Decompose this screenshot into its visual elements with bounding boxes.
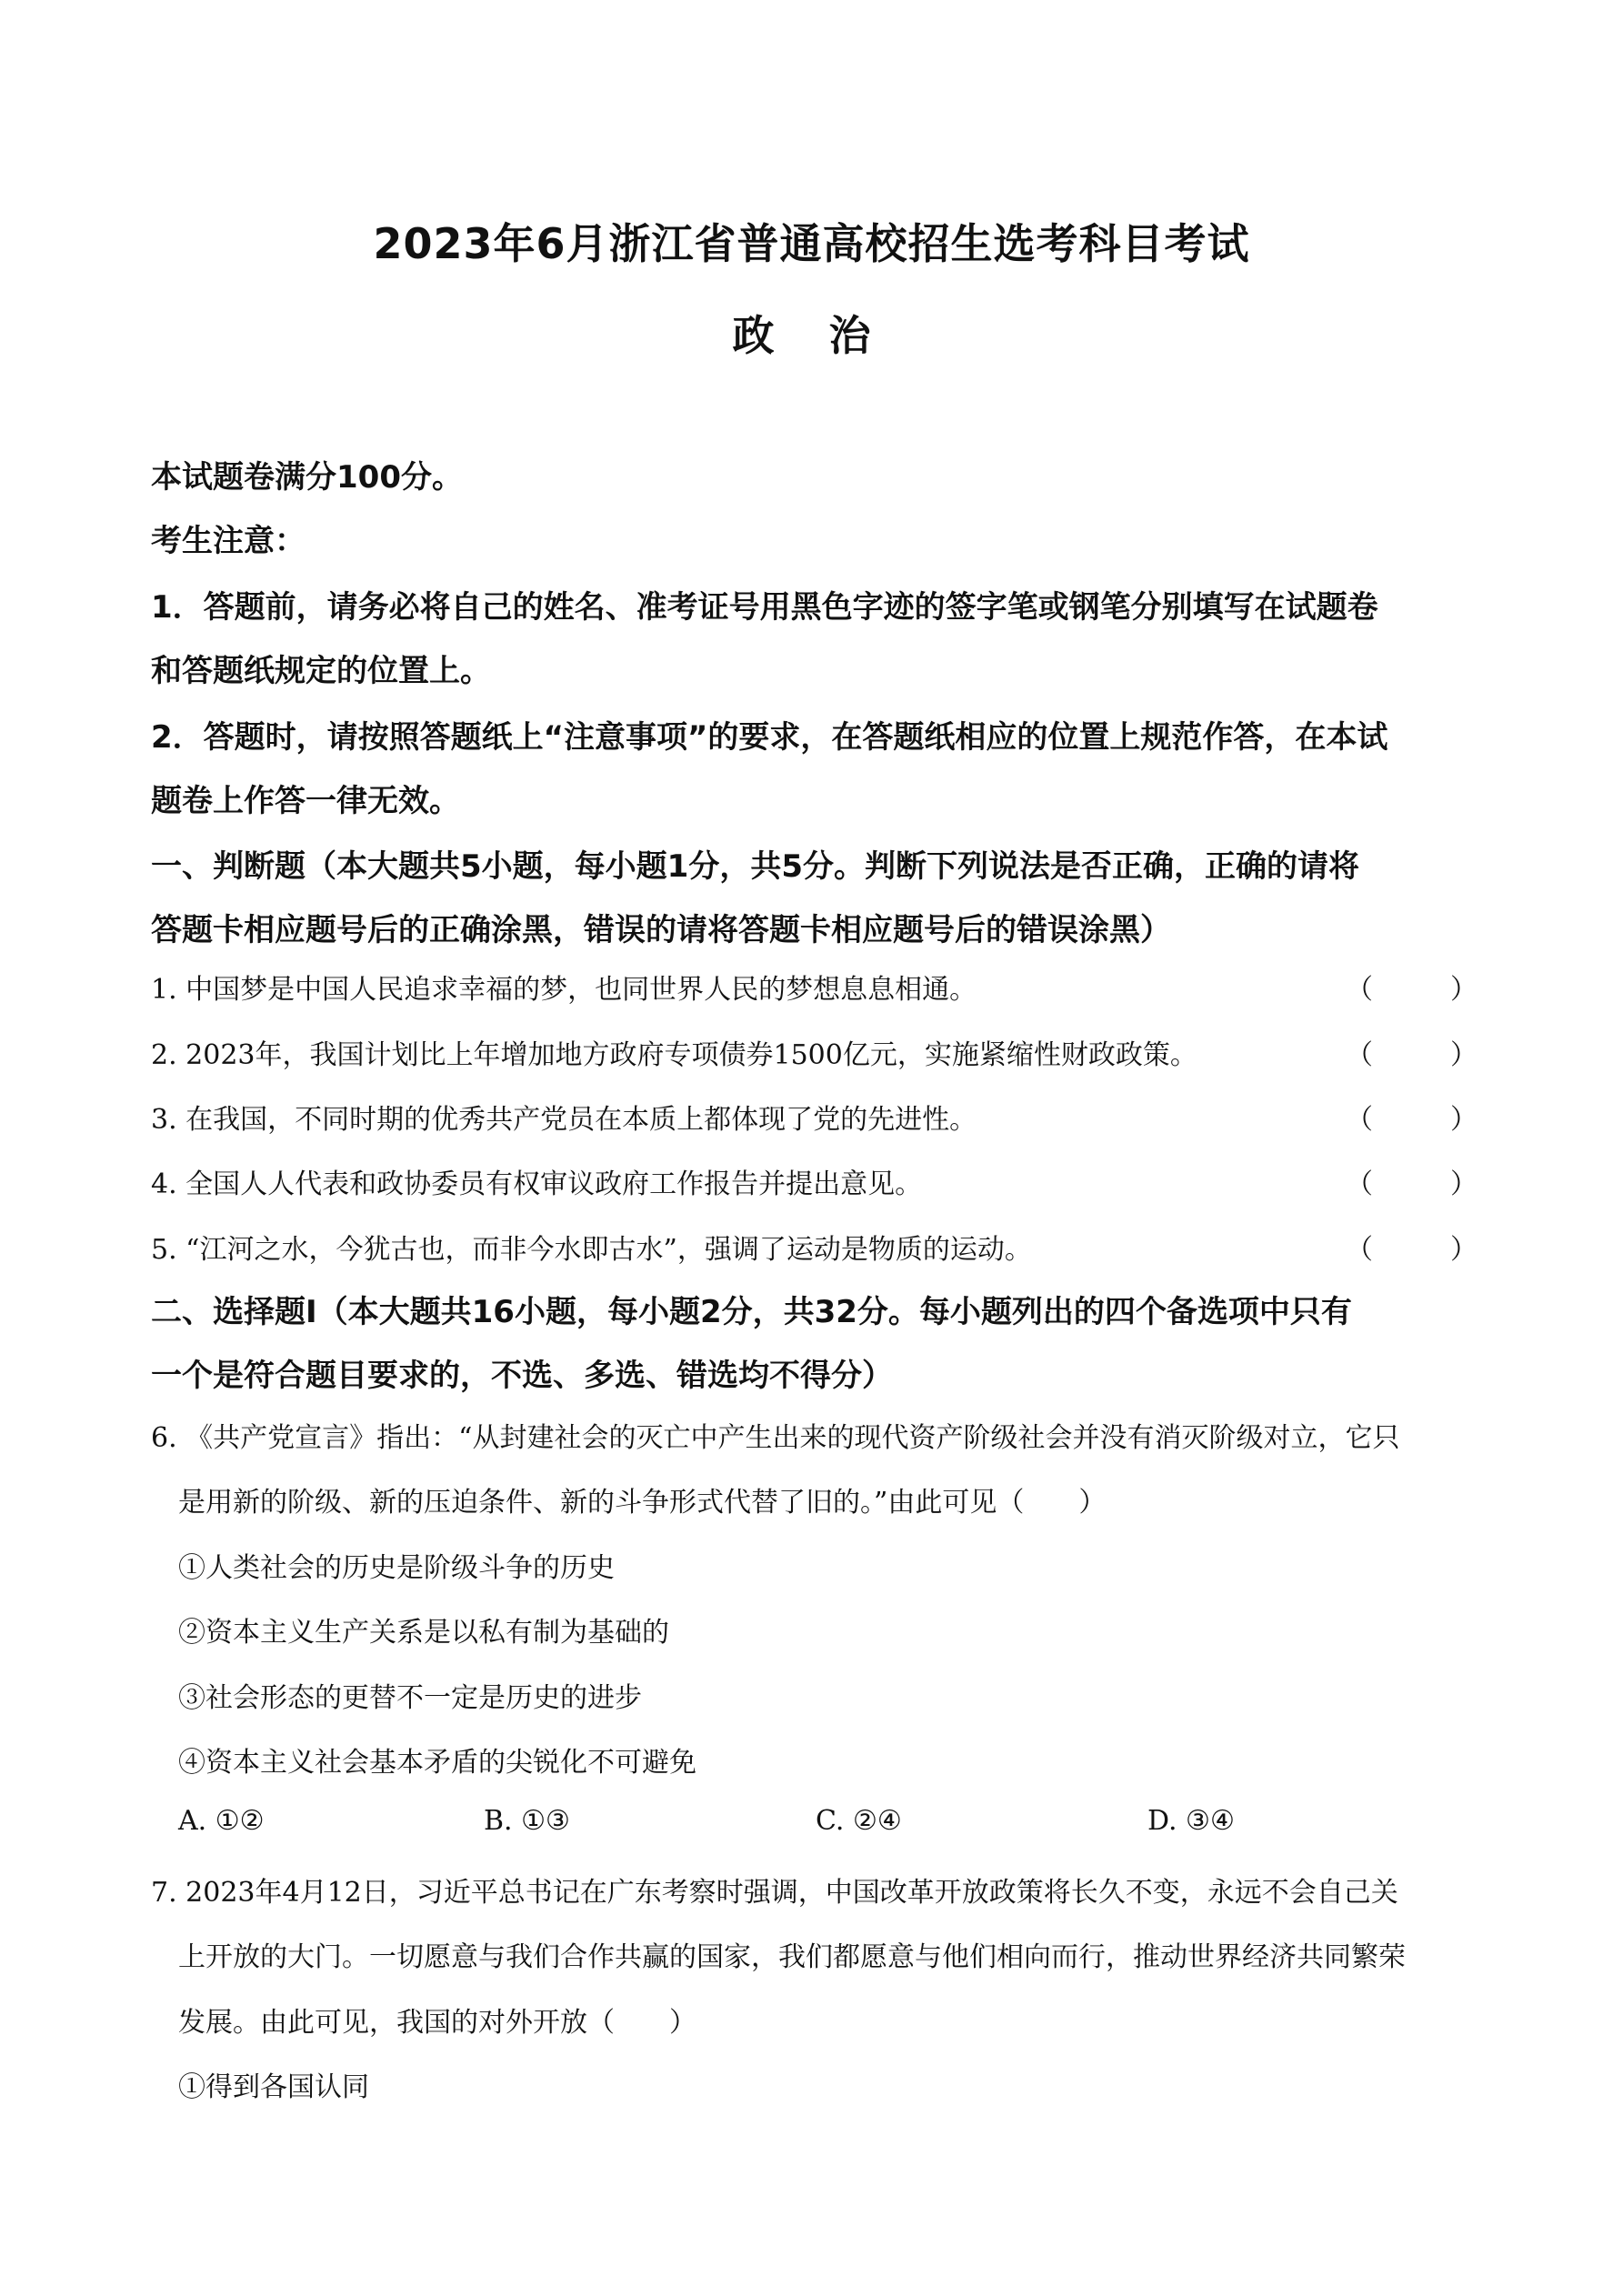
answer-blank-open: （ — [1346, 1039, 1373, 1071]
question-6-item-1: ①人类社会的历史是阶级斗争的历史 — [178, 1552, 615, 1584]
section-1-heading-line-1: 一、判断题（本大题共5小题，每小题1分，共5分。判断下列说法是否正确，正确的请将 — [151, 848, 1359, 885]
notice-1-line-2: 和答题纸规定的位置上。 — [151, 653, 491, 689]
question-6-item-2: ②资本主义生产关系是以私有制为基础的 — [178, 1617, 669, 1649]
answer-blank-open: （ — [1346, 974, 1373, 1006]
exam-subject: 政 治 — [732, 311, 891, 360]
exam-title: 2023年6月浙江省普通高校招生选考科目考试 — [373, 219, 1250, 268]
question-6-item-4: ④资本主义社会基本矛盾的尖锐化不可避免 — [178, 1747, 696, 1779]
section-2-heading-line-1: 二、选择题I（本大题共16小题，每小题2分，共32分。每小题列出的四个备选项中只有 — [151, 1294, 1352, 1330]
score-note: 本试题卷满分100分。 — [151, 459, 463, 496]
answer-blank-close: ） — [1450, 1234, 1478, 1266]
option-d: D. ③④ — [1147, 1805, 1235, 1837]
answer-blank-open: （ — [1346, 1104, 1373, 1136]
question-7-line-3: 发展。由此可见，我国的对外开放（ ） — [178, 2007, 696, 2039]
question-7-line-1: 7. 2023年4月12日，习近平总书记在广东考察时强调，中国改革开放政策将长久不变，永远不会自己关 — [151, 1877, 1398, 1909]
notice-label: 考生注意： — [151, 523, 306, 559]
question-2: 2. 2023年，我国计划比上年增加地方政府专项债券1500亿元，实施紧缩性财政政策。 — [151, 1039, 1197, 1071]
section-2-heading-line-2: 一个是符合题目要求的，不选、多选、错选均不得分） — [151, 1358, 893, 1394]
notice-2-line-2: 题卷上作答一律无效。 — [151, 783, 460, 819]
question-7-line-2: 上开放的大门。一切愿意与我们合作共赢的国家，我们都愿意与他们相向而行，推动世界经济共同繁荣 — [178, 1941, 1406, 1973]
question-5: 5. “江河之水，今犹古也，而非今水即古水”，强调了运动是物质的运动。 — [151, 1234, 1032, 1266]
question-6-item-3: ③社会形态的更替不一定是历史的进步 — [178, 1682, 642, 1714]
answer-blank-close: ） — [1450, 974, 1478, 1006]
option-b: B. ①③ — [484, 1805, 570, 1837]
question-6-line-2: 是用新的阶级、新的压迫条件、新的斗争形式代替了旧的。”由此可见（ ） — [178, 1487, 1107, 1519]
notice-2-line-1: 2．答题时，请按照答题纸上“注意事项”的要求，在答题纸相应的位置上规范作答，在本试 — [151, 719, 1388, 756]
answer-blank-open: （ — [1346, 1168, 1373, 1200]
question-6-line-1: 6. 《共产党宣言》指出：“从封建社会的灭亡中产生出来的现代资产阶级社会并没有消灭阶级对立，它只 — [151, 1422, 1400, 1454]
answer-blank-close: ） — [1450, 1104, 1478, 1136]
answer-blank-close: ） — [1450, 1168, 1478, 1200]
option-a: A. ①② — [178, 1805, 265, 1837]
option-c: C. ②④ — [816, 1805, 902, 1837]
question-7-item-1: ①得到各国认同 — [178, 2071, 369, 2103]
question-1: 1. 中国梦是中国人民追求幸福的梦，也同世界人民的梦想息息相通。 — [151, 974, 977, 1006]
answer-blank-close: ） — [1450, 1039, 1478, 1071]
question-4: 4. 全国人人代表和政协委员有权审议政府工作报告并提出意见。 — [151, 1168, 923, 1200]
question-3: 3. 在我国，不同时期的优秀共产党员在本质上都体现了党的先进性。 — [151, 1104, 977, 1136]
section-1-heading-line-2: 答题卡相应题号后的正确涂黑，错误的请将答题卡相应题号后的错误涂黑） — [151, 912, 1171, 948]
answer-blank-open: （ — [1346, 1234, 1373, 1266]
notice-1-line-1: 1．答题前，请务必将自己的姓名、准考证号用黑色字迹的签字笔或钢笔分别填写在试题卷 — [151, 589, 1378, 626]
